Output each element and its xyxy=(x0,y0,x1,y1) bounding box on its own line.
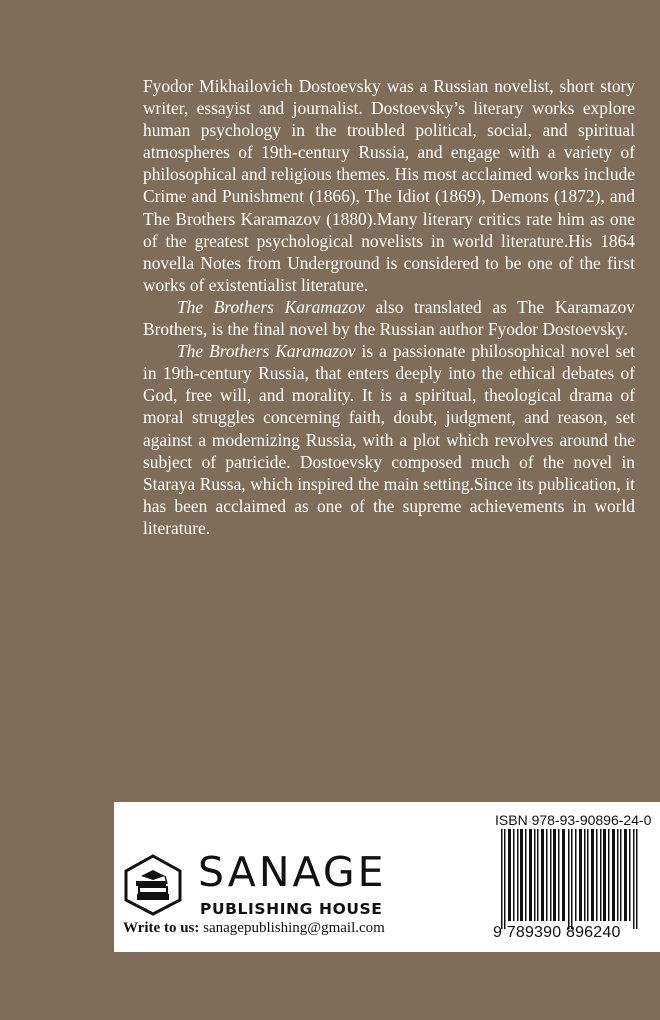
publisher-subtitle: PUBLISHING HOUSE xyxy=(200,900,383,918)
author-bio-paragraph: Fyodor Mikhailovich Dostoevsky was a Russian novelist, short story writer, essayist and journalist. Dostoevsky’s literary works explore human psychology in the troubled political, social, and spiritual atmospheres of 19th-century Russia, and engage with a variety of philosophical and religious themes. His most acclaimed works include Crime and Punishment (1866), The Idiot (1869), Demons (1872), and The Brothers Karamazov (1880).Many literary critics rate him as one of the greatest psychological novelists in world literature.His 1864 novella Notes from Underground is considered to be one of the first works of existentialist literature. xyxy=(143,76,635,295)
book-title-italic: The Brothers Karamazov xyxy=(177,296,365,317)
publisher-panel xyxy=(114,802,660,952)
book-title-italic: The Brothers Karamazov xyxy=(177,341,356,362)
book-intro-paragraph xyxy=(143,296,635,340)
book-description-paragraph xyxy=(143,340,635,539)
contact-email: sanagepublishing@gmail.com xyxy=(203,920,385,936)
contact-label: Write to us: xyxy=(123,920,200,936)
isbn-label: ISBN 978-93-90896-24-0 xyxy=(495,812,652,828)
barcode-digits: 9 789390 896240 xyxy=(493,924,621,941)
book-intro-text: also translated as The Karamazov Brothers, is the final novel by the Russian author Fyodor Dostoevsky. xyxy=(143,296,635,340)
book-description-text: is a passionate philosophical novel set in 19th-century Russia, that enters deeply into the ethical debates of God, free will, and morality. It is a spiritual, theological drama of moral struggles concerning faith, doubt, judgment, and reason, set against a modernizing Russia, with a plot which revolves around the subject of patricide. Dostoevsky composed much of the novel in Staraya Russa, which inspired the main setting.Since its publication, it has been acclaimed as one of the supreme achievements in world literature. xyxy=(143,341,635,538)
books-hexagon-icon xyxy=(123,854,183,916)
publisher-name: SANAGE xyxy=(198,848,387,896)
publisher-contact xyxy=(123,920,385,937)
back-cover-blurb xyxy=(143,75,635,539)
